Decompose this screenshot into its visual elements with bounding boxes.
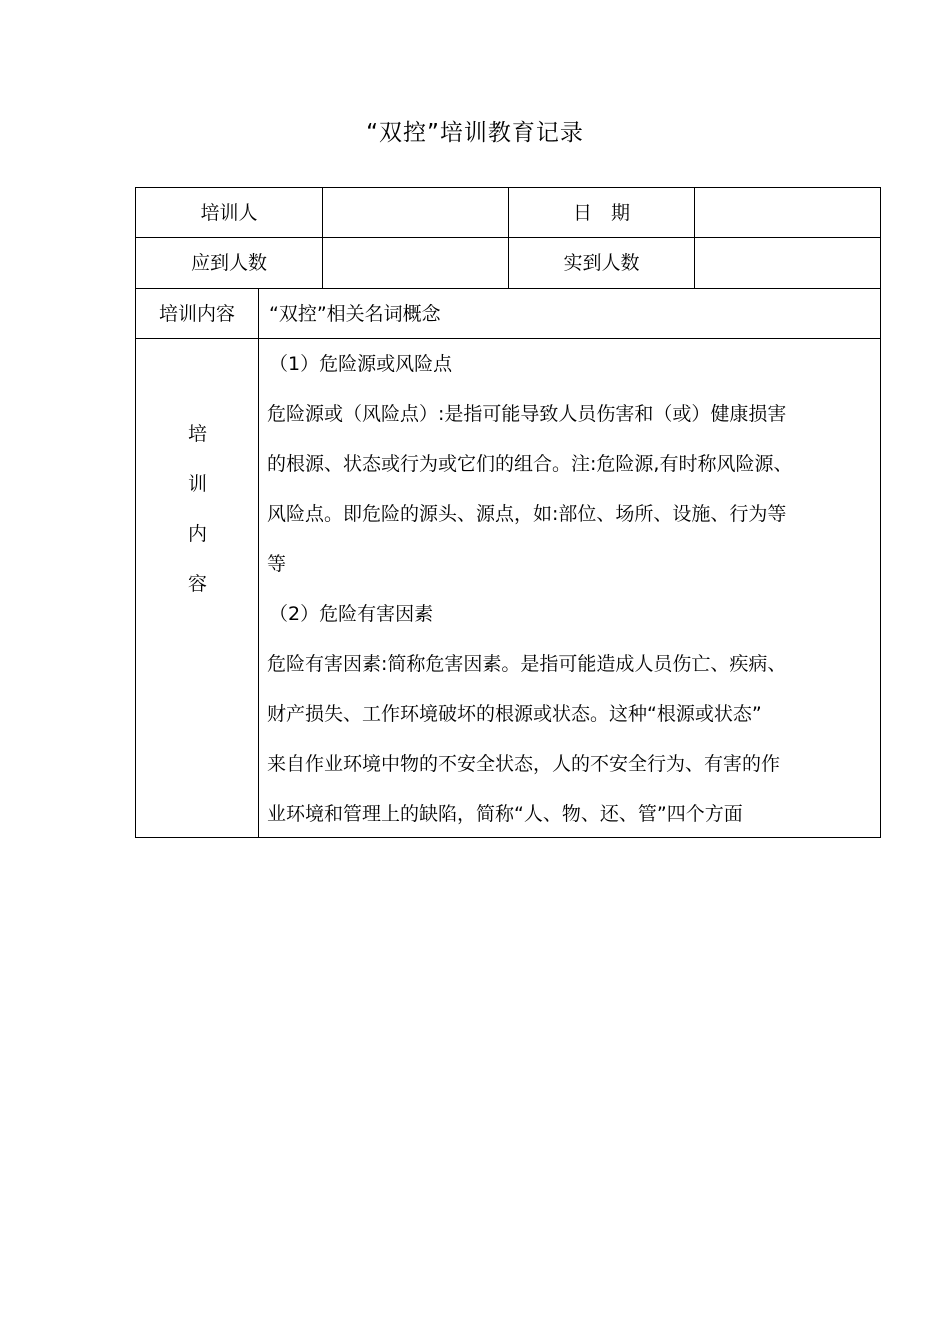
actual-attendees-label: 实到人数	[563, 252, 640, 274]
content-body	[259, 339, 881, 839]
content-label-char: 容	[187, 573, 207, 595]
training-record-table	[135, 187, 881, 838]
content-line: 来自作业环境中物的不安全状态，人的不安全行为、有害的作	[267, 753, 781, 775]
section-heading: （1）危险源或风险点	[269, 353, 453, 375]
date-label: 日 期	[572, 201, 630, 224]
trainer-field[interactable]	[323, 188, 508, 237]
content-label-char: 内	[187, 523, 207, 545]
date-field[interactable]	[695, 188, 880, 237]
content-line: 危险有害因素:简称危害因素。是指可能造成人员伤亡、疾病、	[267, 653, 787, 675]
content-line: 业环境和管理上的缺陷，简称“人、物、还、管”四个方面	[267, 803, 743, 825]
content-line: 风险点。即危险的源头、源点，如:部位、场所、设施、行为等	[267, 503, 787, 525]
topic-label: 培训内容	[158, 302, 235, 325]
actual-attendees-field[interactable]	[695, 238, 880, 288]
content-label-char: 培	[187, 423, 207, 445]
content-line: 等	[267, 553, 287, 575]
expected-attendees-label: 应到人数	[190, 252, 267, 274]
content-line: 危险源或（风险点）:是指可能导致人员伤害和（或）健康损害	[267, 403, 787, 425]
content-line: 的根源、状态或行为或它们的组合。注:危险源,有时称风险源、	[267, 453, 793, 475]
section-heading: （2）危险有害因素	[269, 603, 434, 625]
document-title: “双控”培训教育记录	[366, 120, 584, 146]
topic-field: “双控”相关名词概念	[269, 302, 441, 325]
content-label-char: 训	[187, 473, 207, 495]
expected-attendees-field[interactable]	[323, 238, 508, 288]
content-line: 财产损失、工作环境破坏的根源或状态。这种“根源或状态”	[267, 703, 762, 725]
content-row	[136, 339, 880, 837]
content-label	[136, 409, 259, 609]
trainer-label: 培训人	[200, 201, 258, 224]
